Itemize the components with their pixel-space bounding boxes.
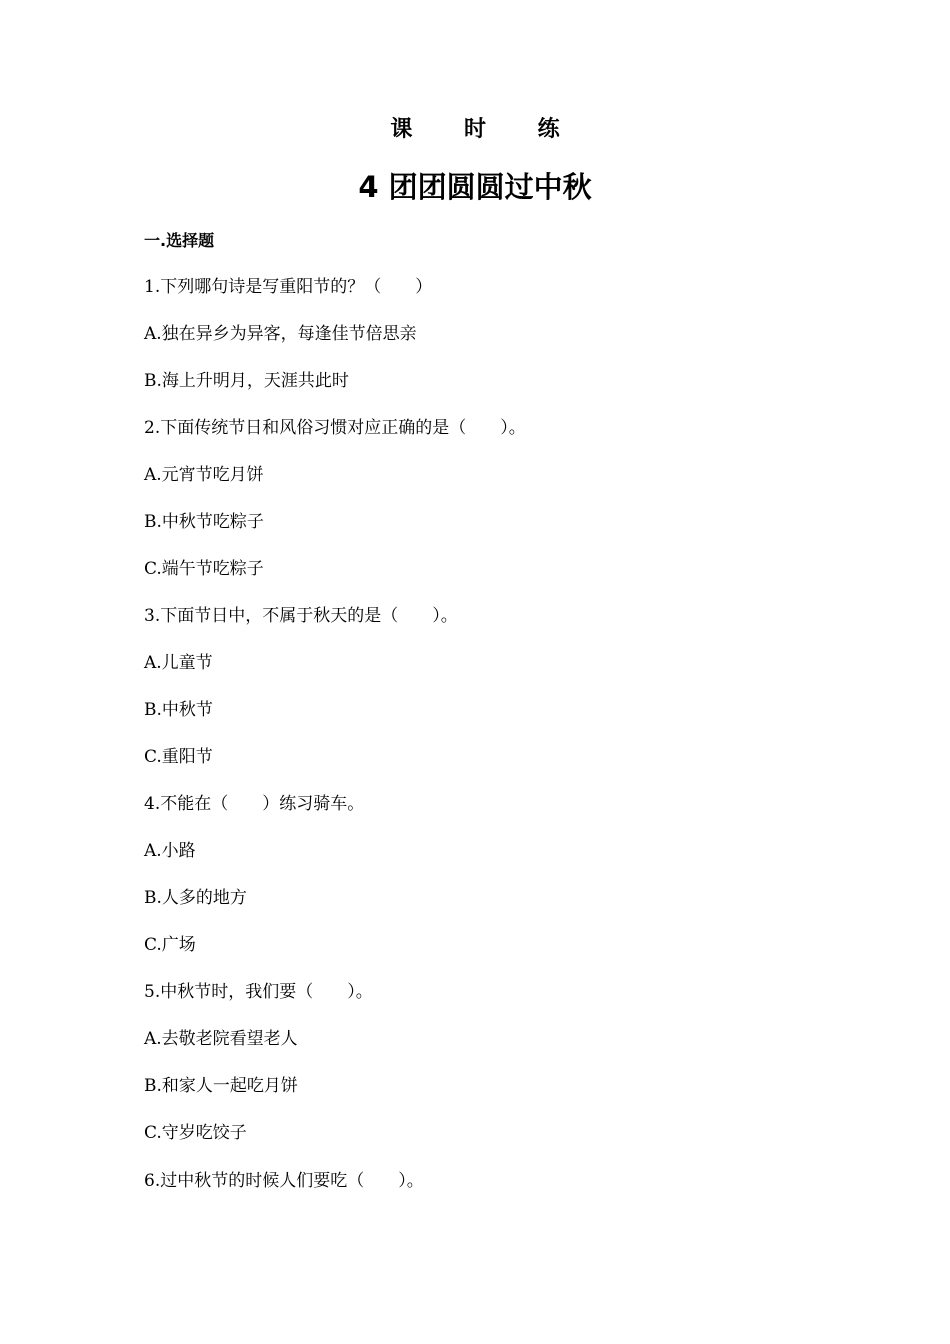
question-4-option-c: C.广场 [144, 935, 196, 955]
question-4-option-a: A.小路 [144, 841, 196, 861]
question-1-option-a: A.独在异乡为异客，每逢佳节倍思亲 [144, 324, 417, 344]
question-6: 6.过中秋节的时候人们要吃（ ）。 [144, 1171, 424, 1191]
question-4-option-b: B.人多的地方 [144, 888, 247, 908]
question-1: 1.下列哪句诗是写重阳节的？（ ） [144, 277, 433, 297]
question-2: 2.下面传统节日和风俗习惯对应正确的是（ ）。 [144, 418, 526, 438]
question-2-option-c: C.端午节吃粽子 [144, 559, 264, 579]
section-heading: 一.选择题 [144, 231, 215, 250]
question-3-option-b: B.中秋节 [144, 700, 213, 720]
question-3: 3.下面节日中，不属于秋天的是（ ）。 [144, 606, 458, 626]
question-5: 5.中秋节时，我们要（ ）。 [144, 982, 373, 1002]
question-5-option-a: A.去敬老院看望老人 [144, 1029, 298, 1049]
question-5-option-b: B.和家人一起吃月饼 [144, 1076, 298, 1096]
header-label: 课 时 练 [390, 117, 582, 142]
question-5-option-c: C.守岁吃饺子 [144, 1123, 247, 1143]
question-3-option-a: A.儿童节 [144, 653, 213, 673]
question-1-option-b: B.海上升明月，天涯共此时 [144, 371, 349, 391]
lesson-title: 4 团团圆圆过中秋 [358, 170, 592, 204]
question-2-option-b: B.中秋节吃粽子 [144, 512, 264, 532]
question-4: 4.不能在（ ）练习骑车。 [144, 794, 365, 814]
question-2-option-a: A.元宵节吃月饼 [144, 465, 264, 485]
question-3-option-c: C.重阳节 [144, 747, 213, 767]
